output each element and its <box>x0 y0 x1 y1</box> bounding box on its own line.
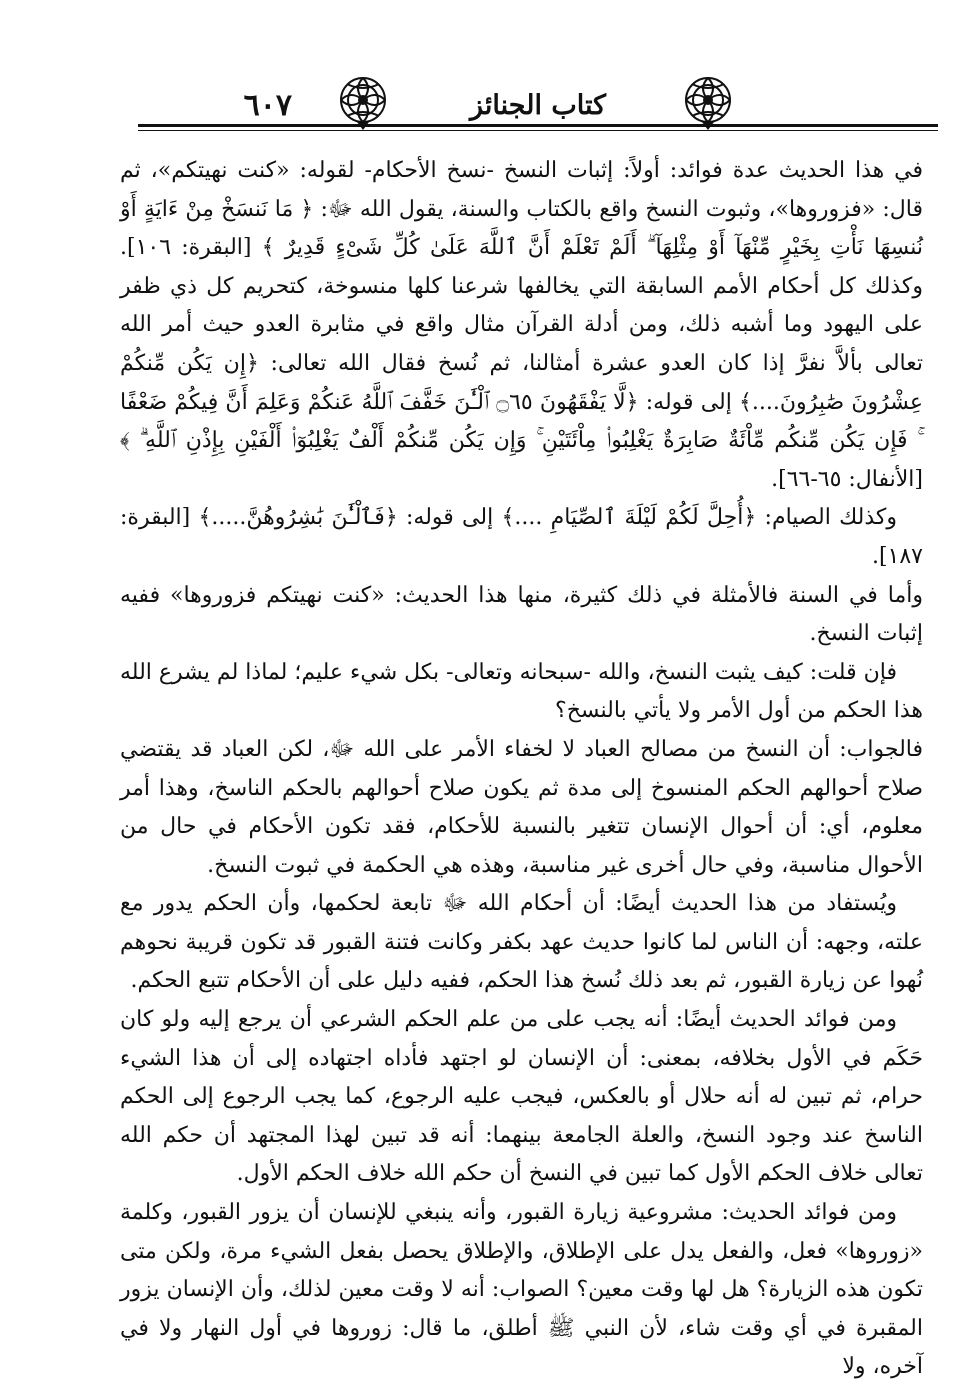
page-header <box>138 70 938 148</box>
paragraph: فالجواب: أن النسخ من مصالح العباد لا لخفاء الأمر على الله ﷻ، لكن العباد قد يقتضي صلاح أحوالهم الحكم المنسوخ إلى مدة ثم يكون صلاح أحوالهم بالحكم الناسخ، وهذا أمر معلوم، أي: أن أحوال الإنسان تتغير بالنسبة للأحكام، فقد تكون الأحكام في حال من الأحوال مناسبة، وفي حال أخرى غير مناسبة، وهذه هي الحكمة في ثبوت النسخ. <box>120 736 923 878</box>
paragraph: وأما في السنة فالأمثلة في ذلك كثيرة، منها هذا الحديث: «كنت نهيتكم فزوروها» ففيه إثبات النسخ. <box>120 582 923 647</box>
header-rule-thin <box>138 130 938 131</box>
body-text <box>120 152 923 1387</box>
paragraph: ومن فوائد الحديث: مشروعية زيارة القبور، وأنه ينبغي للإنسان أن يزور القبور، وكلمة «زوروها» فعل، والفعل يدل على الإطلاق، والإطلاق يحصل بفعل الشيء مرة، ولكن متى تكون هذه الزيارة؟ هل لها وقت معين؟ الصواب: أنه لا وقت معين لذلك، وأن الإنسان يزور المقبرة في أي وقت شاء، لأن النبي ﷺ أطلق، ما قال: زوروها في أول النهار ولا في آخره، ولا <box>120 1200 923 1380</box>
chapter-title: كتاب الجنائز <box>470 90 606 121</box>
paragraph: ومن فوائد الحديث أيضًا: أنه يجب على من علم الحكم الشرعي أن يرجع إليه ولو كان حَكَم في الأول بخلافه، بمعنى: أن الإنسان لو اجتهد فأداه اجتهاده إلى أن هذا الشيء حرام، ثم تبين له أنه حلال أو بالعكس، فيجب عليه الرجوع، كما يجب الرجوع إلى الحكم الناسخ عند وجود النسخ، والعلة الجامعة بينهما: أنه قد تبين لهذا المجتهد أن حكم الله تعالى خلاف الحكم الأول كما تبين في النسخ أن حكم الله خلاف الحكم الأول. <box>120 1007 923 1187</box>
floral-ornament-icon <box>668 70 748 148</box>
paragraph: في هذا الحديث عدة فوائد: أولاً: إثبات النسخ -نسخ الأحكام- لقوله: «كنت نهيتكم»، ثم قال: «فزوروها»، وثبوت النسخ واقع بالكتاب والسنة، يقول الله ﷻ: ﴿ مَا نَنسَخْ مِنْ ءَايَةٍ أَوْ نُنسِهَا نَأْتِ بِخَيْرٍ مِّنْهَآ أَوْ مِثْلِهَآ ۗ أَلَمْ تَعْلَمْ أَنَّ ٱللَّهَ عَلَىٰ كُلِّ شَىْءٍ قَدِيرٌ ﴾ [البقرة: ١٠٦]. وكذلك كل أحكام الأمم السابقة التي يخالفها شرعنا كلها منسوخة، كتحريم كل ذي ظفر على اليهود وما أشبه ذلك، ومن أدلة القرآن مثال واقع في مثابرة العدو حيث أمر الله تعالى بألاَّ نفرَّ إذا كان العدو عشرة أمثالنا، ثم نُسخ فقال الله تعالى: ﴿إِن يَكُن مِّنكُمْ عِشْرُونَ صَٰبِرُونَ....﴾ إلى قوله: ﴿لَّا يَفْقَهُونَ ۝٦٥ ٱلْـَٰٔنَ خَفَّفَ ٱللَّهُ عَنكُمْ وَعَلِمَ أَنَّ فِيكُمْ ضَعْفًا ۚ فَإِن يَكُن مِّنكُم مِّاْئَةٌ صَابِرَةٌ يَغْلِبُوا۟ مِاْئَتَيْنِ ۚ وَإِن يَكُن مِّنكُمْ أَلْفٌ يَغْلِبُوٓا۟ أَلْفَيْنِ بِإِذْنِ ٱللَّهِ ۗ ﴾ [الأنفال: ٦٥-٦٦]. <box>120 158 923 492</box>
header-rule <box>138 124 938 127</box>
page-number: ٦٠٧ <box>243 88 292 123</box>
paragraph: ويُستفاد من هذا الحديث أيضًا: أن أحكام الله ﷻ تابعة لحكمها، وأن الحكم يدور مع علته، وجهه: أن الناس لما كانوا حديث عهد بكفر وكانت فتنة القبور قد تكون قريبة نحوهم نُهوا عن زيارة القبور، ثم بعد ذلك نُسخ هذا الحكم، ففيه دليل على أن الأحكام تتبع الحكم. <box>120 891 924 994</box>
paragraph: فإن قلت: كيف يثبت النسخ، والله -سبحانه وتعالى- بكل شيء عليم؛ لماذا لم يشرع الله هذا الحكم من أول الأمر ولا يأتي بالنسخ؟ <box>120 659 923 724</box>
paragraph: وكذلك الصيام: ﴿أُحِلَّ لَكُمْ لَيْلَةَ ٱلصِّيَامِ ....﴾ إلى قوله: ﴿فَٱلْـَٰٔنَ بَٰشِرُوهُنَّ.....﴾ [البقرة: ١٨٧]. <box>120 505 923 569</box>
